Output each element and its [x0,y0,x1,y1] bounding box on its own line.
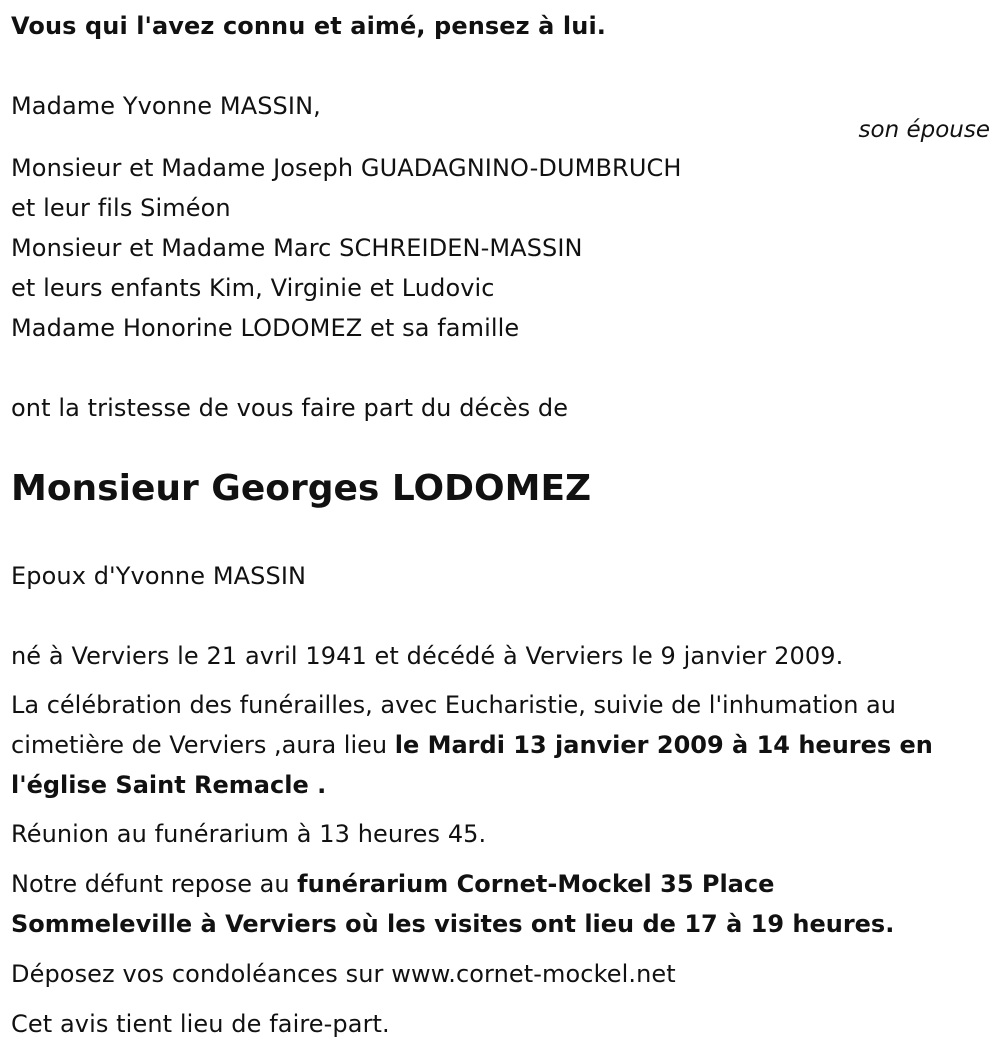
birth-death-text: né à Verviers le 21 avril 1941 et décédé à Verviers le 9 janvier 2009. [11,642,844,670]
condolences-text: Déposez vos condoléances sur www.cornet-mockel.net [11,960,676,988]
announcement-text: ont la tristesse de vous faire part du décès de [11,394,569,422]
notice-text: Cet avis tient lieu de faire-part. [11,1010,390,1038]
ceremony-paragraph [11,685,986,805]
family-line: et leurs enfants Kim, Virginie et Ludovic [11,274,495,302]
spouse-role: son épouse [858,117,990,143]
tagline: Vous qui l'avez connu et aimé, pensez à lui. [11,12,606,40]
ceremony-details: le Mardi 13 janvier 2009 à 14 heures en l'église Saint Remacle . [11,731,933,799]
ceremony-intro: La célébration des funérailles, avec Eucharistie, suivie de l'inhumation au cimetière de Verviers ,aura lieu [11,691,896,759]
spouse-name: Madame Yvonne MASSIN, [11,92,321,120]
family-line: Madame Honorine LODOMEZ et sa famille [11,314,520,342]
visit-paragraph [11,864,911,944]
deceased-name: Monsieur Georges LODOMEZ [11,468,592,509]
reunion-text: Réunion au funérarium à 13 heures 45. [11,820,487,848]
family-line: et leur fils Siméon [11,194,231,222]
family-line: Monsieur et Madame Marc SCHREIDEN-MASSIN [11,234,583,262]
deceased-relation: Epoux d'Yvonne MASSIN [11,562,307,590]
visit-details: funérarium Cornet-Mockel 35 Place Sommeleville à Verviers où les visites ont lieu de 17 à 19 heures. [11,870,895,938]
family-line: Monsieur et Madame Joseph GUADAGNINO-DUMBRUCH [11,154,682,182]
visit-intro: Notre défunt repose au [11,870,298,898]
